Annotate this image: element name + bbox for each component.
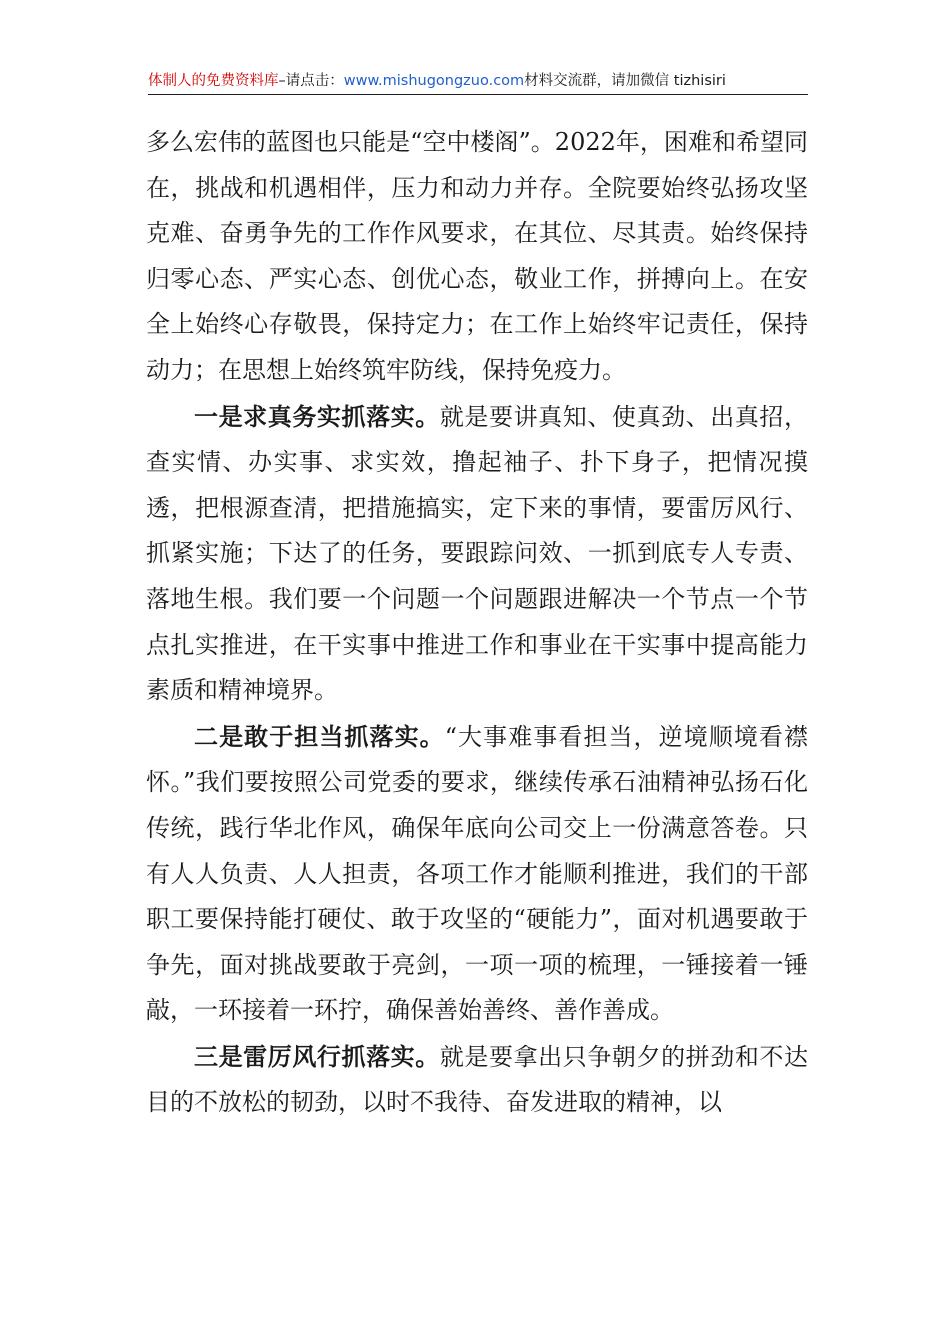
paragraph-text: 就是要拿出只争朝夕的拼劲和不达目的不放松的韧劲，以时不我待、奋发进取的精神，以	[146, 1042, 809, 1117]
header-url-link[interactable]: www.mishugongzuo.com	[343, 73, 525, 89]
paragraph-lead-heading: 二是敢于担当抓落实。	[194, 721, 445, 751]
paragraph-text: 就是要讲真知、使真劲、出真招，查实情、办实事、求实效，撸起袖子、扑下身子，把情况摸透，把根源查清，把措施搞实，定下来的事情，要雷厉风行、抓紧实施；下达了的任务，要跟踪问效、一抓到底专人专责、落地生根。我们要一个问题一个问题跟进解决一个节点一个节点扎实推进，在干实事中推进工作和事业在干实事中提高能力素质和精神境界。	[146, 402, 809, 705]
page-header	[148, 70, 808, 95]
header-site-name: 体制人的免费资料库	[148, 73, 279, 89]
header-group-text: 材料交流群，请加微信 tizhisiri	[524, 73, 726, 89]
paragraph-point-one	[146, 394, 808, 714]
paragraph-continuation	[146, 120, 808, 394]
paragraph-point-three	[146, 1034, 808, 1126]
paragraph-text: 多么宏伟的蓝图也只能是“空中楼阁”。2022年，困难和希望同在，挑战和机遇相伴，压力和动力并存。全院要始终弘扬攻坚克难、奋勇争先的工作作风要求，在其位、尽其责。始终保持归零心态、严实心态、创优心态，敬业工作，拼搏向上。在安全上始终心存敬畏，保持定力；在工作上始终牢记责任，保持动力；在思想上始终筑牢防线，保持免疫力。	[146, 128, 808, 384]
paragraph-lead-heading: 三是雷厉风行抓落实。	[194, 1041, 440, 1071]
paragraph-point-two	[146, 714, 808, 1034]
paragraph-text: “大事难事看担当，逆境顺境看襟怀。”我们要按照公司党委的要求，继续传承石油精神弘扬石化传统，践行华北作风，确保年底向公司交上一份满意答卷。只有人人负责、人人担责，各项工作才能顺利推进，我们的干部职工要保持能打硬仗、敢于攻坚的“硬能力”，面对机遇要敢于争先，面对挑战要敢于亮剑，一项一项的梳理，一锤接着一锤敲，一环接着一环拧，确保善始善终、善作善成。	[146, 722, 808, 1025]
header-click-prompt: –请点击：	[278, 73, 344, 89]
paragraph-lead-heading: 一是求真务实抓落实。	[194, 401, 440, 431]
document-body	[146, 120, 808, 1126]
